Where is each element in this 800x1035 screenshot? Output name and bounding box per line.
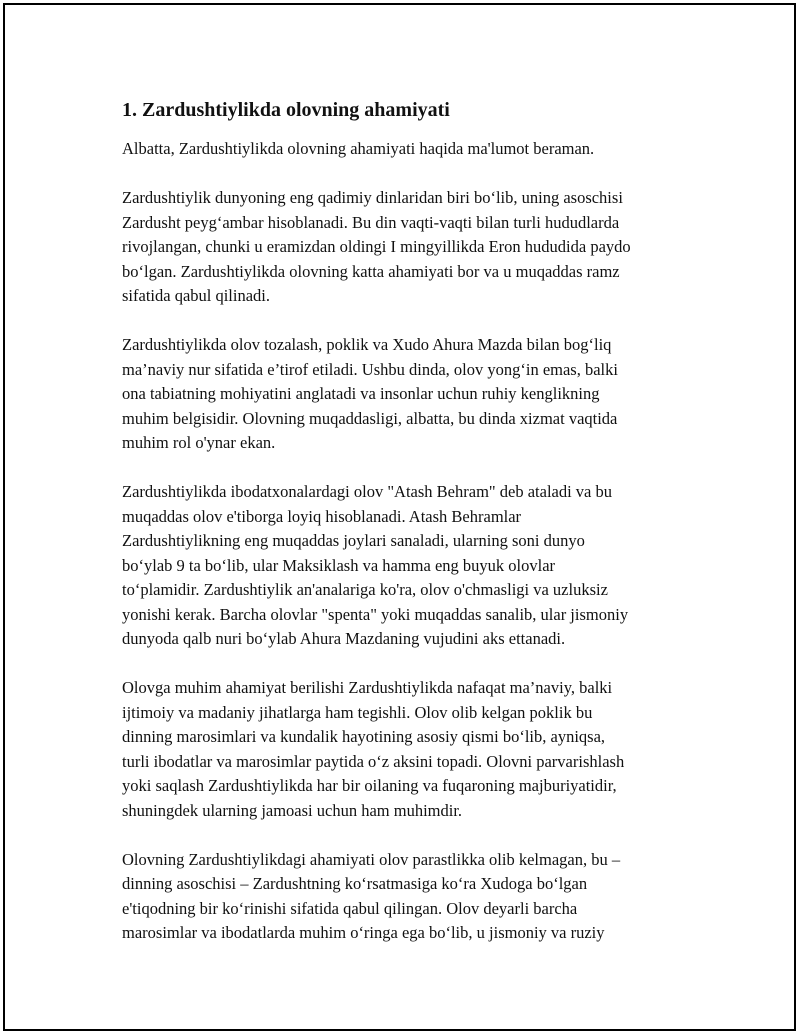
paragraph-origin (122, 186, 682, 309)
text-line: yonishi kerak. Barcha olovlar "spenta" yoki muqaddas sanalib, ular jismoniy (122, 604, 629, 624)
text-line: dinning asoschisi – Zardushtning ko‘rsatmasiga ko‘ra Xudoga bo‘lgan (122, 874, 588, 893)
text-line: Albatta, Zardushtiylikda olovning ahamiyati haqida ma'lumot beraman. (122, 139, 595, 158)
text-line: dunyoda qalb nuri bo‘ylab Ahura Mazdaning vujudini aks ettanadi. (122, 629, 566, 648)
document-body (122, 97, 682, 970)
text-line: Zardushtiylikning eng muqaddas joylari sanaladi, ularning soni dunyo (122, 531, 585, 550)
paragraph-intro (122, 137, 682, 162)
text-line: rivojlangan, chunki u eramizdan oldingi I mingyillikda Eron hududida paydo (122, 237, 631, 256)
text-line: Olovning Zardushtiylikdagi ahamiyati olov parastlikka olib kelmagan, bu – (122, 849, 621, 869)
text-line: Zardushtiylikda olov tozalash, poklik va Xudo Ahura Mazda bilan bog‘liq (122, 335, 612, 354)
text-line: Zardusht peyg‘ambar hisoblanadi. Bu din vaqti-vaqti bilan turli hududlarda (122, 212, 620, 232)
page-frame (3, 3, 796, 1031)
text-line: e'tiqodning bir ko‘rinishi sifatida qabul qilingan. Olov deyarli barcha (122, 898, 578, 918)
document-heading: 1. Zardushtiylikda olovning ahamiyati (122, 99, 450, 121)
text-line: ijtimoiy va madaniy jihatlarga ham tegishli. Olov olib kelgan poklik bu (122, 702, 593, 722)
text-line: ma’naviy nur sifatida e’tirof etiladi. Ushbu dinda, olov yong‘in emas, balki (122, 359, 618, 379)
text-line: dinning marosimlari va kundalik hayotining asosiy qismi bo‘lib, ayniqsa, (122, 727, 606, 746)
text-line: marosimlar va ibodatlarda muhim o‘ringa ega bo‘lib, u jismoniy va ruziy (122, 923, 605, 942)
text-line: shuningdek ularning jamoasi uchun ham muhimdir. (122, 800, 463, 820)
paragraph-purity (122, 333, 682, 456)
text-line: bo‘ylab 9 ta bo‘lib, ular Maksiklash va hamma eng buyuk olovlar (122, 555, 556, 575)
text-line: Zardushtiylik dunyoning eng qadimiy dinlaridan biri bo‘lib, uning asoschisi (122, 188, 623, 207)
paragraph-conclusion (122, 848, 682, 946)
text-line: muhim rol o'ynar ekan. (122, 433, 276, 452)
text-line: ona tabiatning mohiyatini anglatadi va insonlar uchun ruhiy kenglikning (122, 384, 600, 403)
text-line: Zardushtiylikda ibodatxonalardagi olov "Atash Behram" deb ataladi va bu (122, 482, 613, 501)
paragraph-atash-behram (122, 480, 682, 652)
text-line: to‘plamidir. Zardushtiylik an'analariga ko'ra, olov o'chmasligi va uzluksiz (122, 580, 608, 599)
text-line: bo‘lgan. Zardushtiylikda olovning katta ahamiyati bor va u muqaddas ramz (122, 261, 620, 281)
paragraph-social (122, 676, 682, 823)
text-line: sifatida qabul qilinadi. (122, 286, 271, 305)
text-line: muhim belgisidir. Olovning muqaddasligi, albatta, bu dinda xizmat vaqtida (122, 408, 618, 428)
text-line: muqaddas olov e'tiborga loyiq hisoblanadi. Atash Behramlar (122, 506, 522, 526)
text-line: yoki saqlash Zardushtiylikda har bir oilaning va fuqaroning majburiyatidir, (122, 776, 617, 795)
text-line: Olovga muhim ahamiyat berilishi Zardushtiylikda nafaqat ma’naviy, balki (122, 678, 613, 697)
text-line: turli ibodatlar va marosimlar paytida o‘z aksini topadi. Olovni parvarishlash (122, 751, 625, 771)
